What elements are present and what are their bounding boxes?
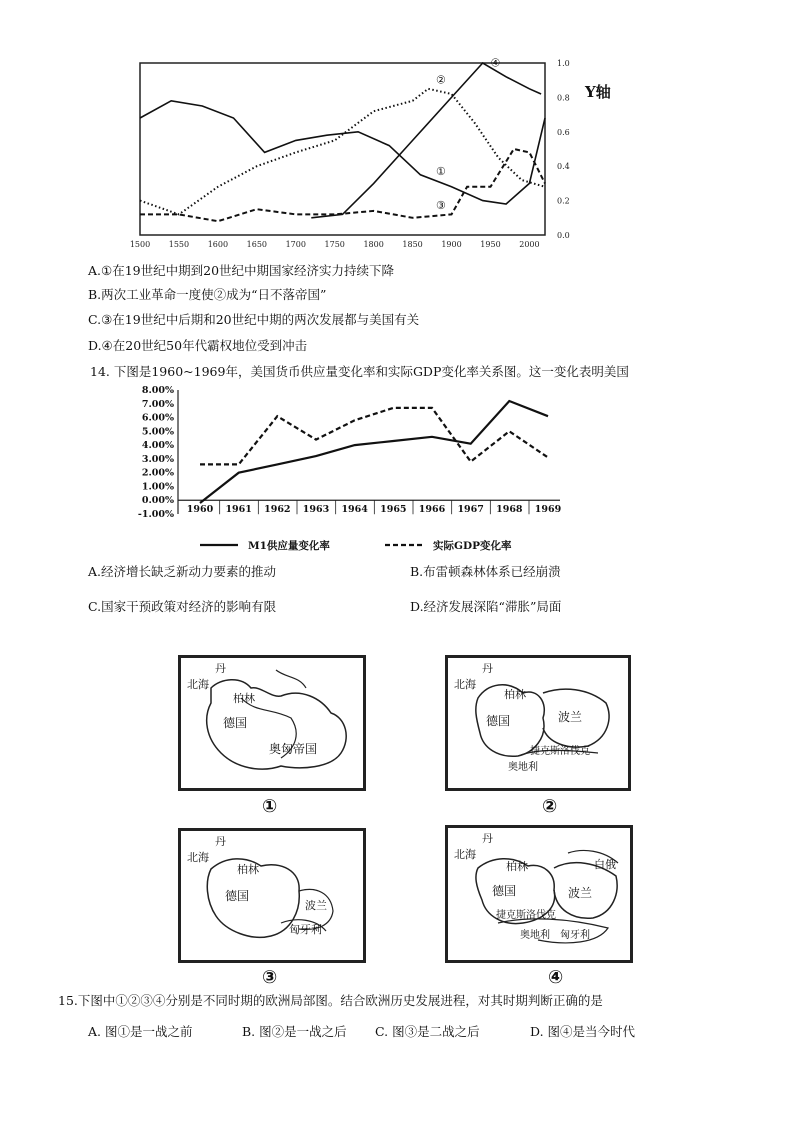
q13-y-tick: 0.0 [557,231,570,240]
q13-y-axis-label: Y轴 [585,83,611,101]
q14-x-tick: 1967 [457,504,484,516]
q14-x-tick: 1968 [496,504,523,516]
q13-option-c: C.③在19世纪中后期和20世纪中期的两次发展都与美国有关 [88,312,420,327]
q13-x-tick: 1750 [324,240,345,249]
map-3-label-berlin: 柏林 [237,863,259,876]
q15-option-b: B. 图②是一战之后 [242,1024,347,1039]
map-2-label-austria: 奥地利 [508,762,538,773]
map-4-label-poland: 波兰 [568,886,593,900]
q13-series-label: ② [435,73,446,87]
q13-option-d: D.④在20世纪50年代霸权地位受到冲击 [88,338,308,353]
map-2-number: ② [542,796,558,817]
q15-option-a: A. 图①是一战之前 [88,1024,193,1039]
q13-x-tick: 1550 [168,240,190,249]
map-3-label-denmark: 丹 [215,835,226,848]
q15-stem: 15.下图中①②③④分别是不同时期的欧洲局部图。结合欧洲历史发展进程，对其时期判断正确的是 [58,993,603,1008]
q13-option-a: A.①在19世纪中期到20世纪中期国家经济实力持续下降 [88,263,395,278]
map-3-number: ③ [262,967,278,988]
map-4-label-berlin: 柏林 [506,860,528,873]
q14-y-tick: 1.00% [141,481,174,493]
map-3-label-north-sea: 北海 [187,851,209,864]
map-3 [178,828,366,963]
q14-x-tick: 1966 [418,504,446,516]
map-4 [445,825,633,963]
map-4-label-denmark: 丹 [482,832,493,845]
q13-series-label: ① [435,164,446,178]
q14-x-tick: 1964 [341,504,368,516]
q13-series-label: ④ [490,56,501,70]
q13-plot-frame [140,63,545,235]
q14-x-tick: 1969 [534,504,562,516]
q13-y-tick: 0.2 [557,196,570,206]
map-4-label-austria: 奥地利 [520,930,550,941]
q13-y-tick: 0.8 [557,93,570,103]
map-3-label-hungary: 匈牙利 [289,923,322,936]
map-2-label-denmark: 丹 [482,662,493,675]
q14-option-a: A.经济增长缺乏新动力要素的推动 [88,564,277,579]
q13-x-tick: 1650 [246,240,268,249]
q13-x-tick: 1850 [402,240,423,249]
map-3-label-poland: 波兰 [305,899,327,912]
q13-option-b: B.两次工业革命一度使②成为“日不落帝国” [88,287,327,302]
map-4-label-belarus: 白俄 [594,858,616,871]
q14-stem: 14. 下图是1960~1969年，美国货币供应量变化率和实际GDP变化率关系图。这一变化表明美国 [90,364,629,379]
q13-x-tick: 1700 [285,240,306,249]
q14-legend-label: M1供应量变化率 [248,540,330,552]
q14-x-tick: 1963 [302,504,330,516]
q13-chart [130,55,650,255]
q14-y-tick: 4.00% [141,440,174,452]
q14-option-d: D.经济发展深陷“滞胀”局面 [410,599,562,614]
map-2-label-germany: 德国 [486,714,511,728]
q14-y-tick: -1.00% [137,509,174,520]
map-4-label-germany: 德国 [492,884,517,898]
q14-legend-label: 实际GDP变化率 [433,540,512,552]
map-1-label-germany: 德国 [223,716,248,730]
q14-series-line [200,401,548,503]
map-2-label-north-sea: 北海 [454,678,476,691]
q13-series-label: ③ [435,199,446,213]
q13-series-line [140,89,545,215]
map-4-label-north-sea: 北海 [454,848,476,861]
q13-series-line [140,101,545,204]
q14-x-tick: 1961 [225,504,252,516]
map-2-label-berlin: 柏林 [504,688,526,701]
q14-option-c: C.国家干预政策对经济的影响有限 [88,599,277,614]
map-1-label-berlin: 柏林 [233,692,255,705]
q14-option-b: B.布雷顿森林体系已经崩溃 [410,564,561,579]
q13-series-line [311,63,541,218]
map-1-number: ① [262,796,278,817]
q13-y-tick: 0.6 [557,127,570,137]
q14-x-tick: 1962 [264,504,291,516]
q15-option-c: C. 图③是二战之后 [375,1024,480,1039]
q13-series-line [140,149,545,221]
q14-y-tick: 8.00% [141,385,174,396]
map-1 [178,655,366,791]
q13-y-tick: 0.4 [557,162,570,172]
map-2 [445,655,631,791]
map-4-number: ④ [548,967,564,988]
q13-x-tick: 1600 [207,240,229,249]
q14-y-tick: 2.00% [141,467,174,479]
q13-x-tick: 1950 [480,240,501,249]
map-2-label-poland: 波兰 [558,710,583,724]
map-1-label-austria-hungary: 奥匈帝国 [269,742,318,756]
q14-y-tick: 0.00% [141,495,174,507]
map-1-label-denmark: 丹 [215,662,226,675]
q14-chart [120,384,570,556]
map-4-label-hungary: 匈牙利 [560,930,590,941]
q13-x-tick: 1900 [441,240,462,249]
q15-option-d: D. 图④是当今时代 [530,1024,636,1039]
q14-y-tick: 3.00% [141,453,174,465]
q13-x-tick: 1800 [363,240,384,249]
map-1-label-north-sea: 北海 [187,678,209,691]
map-4-label-czechoslovakia: 捷克斯洛伐克 [496,910,556,921]
q14-x-tick: 1965 [380,504,407,516]
map-3-label-germany: 德国 [225,889,250,903]
q14-y-tick: 6.00% [141,412,174,424]
q13-x-tick: 1500 [130,240,151,249]
q13-y-tick: 1.0 [557,59,570,68]
map-2-label-czechoslovakia: 捷克斯洛伐克 [530,746,590,757]
q14-y-tick: 7.00% [141,398,174,410]
q14-y-tick: 5.00% [141,426,174,438]
q13-x-tick: 2000 [519,240,540,249]
q14-x-tick: 1960 [186,504,214,516]
